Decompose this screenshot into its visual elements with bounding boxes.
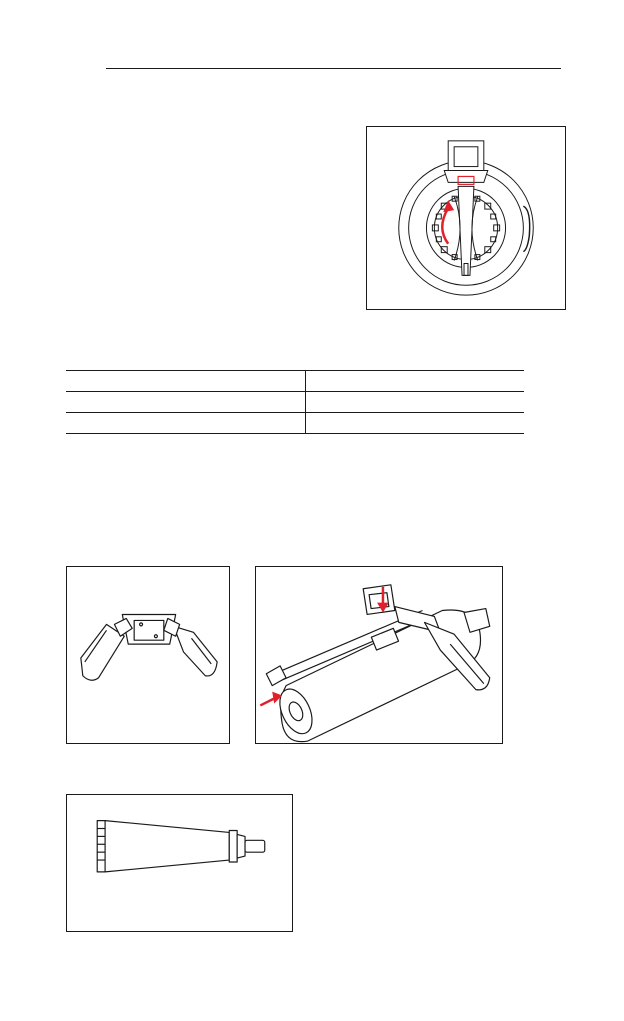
- figure-folded-bracket: [66, 566, 230, 744]
- figure-bracket-mounted-on-tank: [255, 566, 503, 744]
- tube-icon: [67, 795, 292, 931]
- table-column-divider: [305, 370, 306, 433]
- figure-grease-tube: [66, 794, 293, 932]
- table-row-line: [66, 391, 524, 392]
- figure-dial-lock: [366, 126, 566, 310]
- tank-illustration: [256, 567, 502, 743]
- header-rule: [106, 68, 561, 69]
- dial-lock-illustration: [367, 127, 565, 309]
- table-row-line: [66, 433, 524, 434]
- folded-bracket-illustration: [67, 567, 229, 743]
- table-row-line: [66, 412, 524, 413]
- table-row-line: [66, 370, 524, 371]
